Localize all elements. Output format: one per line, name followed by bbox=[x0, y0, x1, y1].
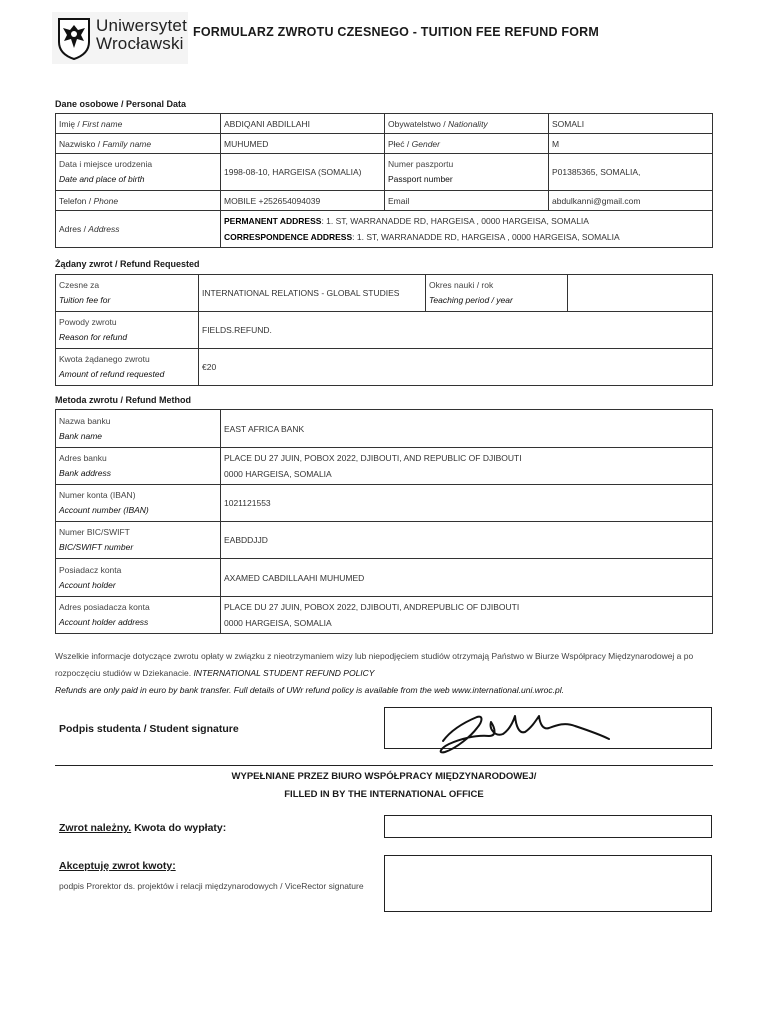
label-bank-name: Nazwa banku Bank name bbox=[56, 410, 221, 448]
label-account-holder: Posiadacz konta Account holder bbox=[56, 559, 221, 597]
bank-address-line2: 0000 HARGEISA, SOMALIA bbox=[224, 469, 332, 479]
refund-method-table bbox=[55, 409, 713, 634]
refund-policy-note bbox=[55, 648, 710, 699]
row-iban bbox=[56, 485, 713, 522]
first-name-field[interactable]: ABDIQANI ABDILLAHI bbox=[221, 114, 385, 134]
row-bic bbox=[56, 522, 713, 559]
eagle-crest-icon bbox=[56, 16, 92, 60]
label-reason: Powody zwrotu Reason for refund bbox=[56, 312, 199, 349]
university-logo bbox=[52, 12, 188, 64]
amount-field[interactable]: €20 bbox=[199, 349, 713, 386]
label-amount: Kwota żądanego zwrotu Amount of refund requested bbox=[56, 349, 199, 386]
family-name-field[interactable]: MUHUMED bbox=[221, 134, 385, 154]
row-amount bbox=[56, 349, 713, 386]
row-account-holder bbox=[56, 559, 713, 597]
policy-note-pl: Wszelkie informacje dotyczące zwrotu opłaty w związku z nieotrzymaniem wizy lub niepodjęciem studiów otrzymają Państwo w Biurze Współpracy Międzynarodowej a po rozpoczęciu studiów w Dziekanacie. bbox=[55, 651, 694, 678]
passport-field[interactable]: P01385365, SOMALIA, bbox=[549, 154, 713, 191]
policy-note-en: Refunds are only paid in euro by bank transfer. Full details of UWr refund policy is available from the web www.international.uni.wroc.pl. bbox=[55, 685, 564, 695]
handwritten-signature bbox=[385, 708, 711, 748]
holder-address-line2: 0000 HARGEISA, SOMALIA bbox=[224, 618, 332, 628]
label-bic: Numer BIC/SWIFT BIC/SWIFT number bbox=[56, 522, 221, 559]
correspondence-address: CORRESPONDENCE ADDRESS: 1. ST, WARRANADDE RD, HARGEISA , 0000 HARGEISA, SOMALIA bbox=[224, 232, 620, 242]
logo-line1: Uniwersytet bbox=[96, 16, 188, 35]
label-first-name: Imię / First name bbox=[56, 114, 221, 134]
label-phone: Telefon / Phone bbox=[56, 191, 221, 211]
row-reason bbox=[56, 312, 713, 349]
label-birth: Data i miejsce urodzenia Date and place of birth bbox=[56, 154, 221, 191]
tuition-fee-field[interactable]: INTERNATIONAL RELATIONS - GLOBAL STUDIES bbox=[199, 275, 426, 312]
row-phone bbox=[56, 191, 713, 211]
row-family-name bbox=[56, 134, 713, 154]
label-family-name: Nazwisko / Family name bbox=[56, 134, 221, 154]
bank-address-line1: PLACE DU 27 JUIN, POBOX 2022, DJIBOUTI, AND REPUBLIC OF DJIBOUTI bbox=[224, 453, 522, 463]
holder-address-field[interactable] bbox=[221, 597, 713, 634]
label-teaching-period: Okres nauki / rok Teaching period / year bbox=[426, 275, 568, 312]
row-address bbox=[56, 211, 713, 248]
account-holder-field[interactable]: AXAMED CABDILLAAHI MUHUMED bbox=[221, 559, 713, 597]
student-signature-label: Podpis studenta / Student signature bbox=[59, 723, 239, 735]
vice-rector-signature-caption: podpis Prorektor ds. projektów i relacji międzynarodowych / ViceRector signature bbox=[59, 881, 364, 891]
label-holder-address: Adres posiadacza konta Account holder address bbox=[56, 597, 221, 634]
office-heading-line2: FILLED IN BY THE INTERNATIONAL OFFICE bbox=[284, 789, 484, 800]
row-first-name bbox=[56, 114, 713, 134]
label-gender: Płeć / Gender bbox=[385, 134, 549, 154]
label-iban: Numer konta (IBAN) Account number (IBAN) bbox=[56, 485, 221, 522]
accept-refund-label: Akceptuję zwrot kwoty: bbox=[59, 860, 176, 872]
logo-wordmark bbox=[96, 17, 187, 53]
label-address: Adres / Address bbox=[56, 211, 221, 248]
refund-due-rest: Kwota do wypłaty: bbox=[131, 822, 227, 834]
vice-rector-signature-box[interactable] bbox=[384, 855, 712, 912]
birth-field[interactable]: 1998-08-10, HARGEISA (SOMALIA) bbox=[221, 154, 385, 191]
policy-title: INTERNATIONAL STUDENT REFUND POLICY bbox=[193, 668, 375, 678]
refund-table bbox=[55, 274, 713, 386]
method-section-title: Metoda zwrotu / Refund Method bbox=[55, 395, 191, 405]
gender-field[interactable]: M bbox=[549, 134, 713, 154]
amount-to-pay-box[interactable] bbox=[384, 815, 712, 838]
personal-data-table bbox=[55, 113, 713, 248]
teaching-period-field[interactable] bbox=[568, 275, 713, 312]
label-passport: Numer paszportu Passport number bbox=[385, 154, 549, 191]
section-divider bbox=[55, 765, 713, 766]
logo-line2: Wrocławski bbox=[96, 34, 184, 53]
label-bank-address: Adres banku Bank address bbox=[56, 448, 221, 485]
refund-due-label bbox=[59, 822, 226, 834]
refund-section-title: Żądany zwrot / Refund Requested bbox=[55, 259, 200, 269]
refund-due-underlined: Zwrot należny. bbox=[59, 822, 132, 834]
label-nationality: Obywatelstwo / Nationality bbox=[385, 114, 549, 134]
label-email: Email bbox=[385, 191, 549, 211]
nationality-field[interactable]: SOMALI bbox=[549, 114, 713, 134]
form-title: FORMULARZ ZWROTU CZESNEGO - TUITION FEE REFUND FORM bbox=[193, 25, 600, 39]
row-bank-name bbox=[56, 410, 713, 448]
personal-section-title: Dane osobowe / Personal Data bbox=[55, 99, 187, 109]
email-field[interactable]: abdulkanni@gmail.com bbox=[549, 191, 713, 211]
address-field[interactable] bbox=[221, 211, 713, 248]
student-signature-box[interactable] bbox=[384, 707, 712, 749]
row-bank-address bbox=[56, 448, 713, 485]
row-birth bbox=[56, 154, 713, 191]
permanent-address: PERMANENT ADDRESS: 1. ST, WARRANADDE RD, HARGEISA , 0000 HARGEISA, SOMALIA bbox=[224, 216, 589, 226]
reason-field[interactable]: FIELDS.REFUND. bbox=[199, 312, 713, 349]
row-tuition-fee bbox=[56, 275, 713, 312]
phone-field[interactable]: MOBILE +252654094039 bbox=[221, 191, 385, 211]
holder-address-line1: PLACE DU 27 JUIN, POBOX 2022, DJIBOUTI, ANDREPUBLIC OF DJIBOUTI bbox=[224, 602, 520, 612]
iban-field[interactable]: 1021121553 bbox=[221, 485, 713, 522]
bic-field[interactable]: EABDDJJD bbox=[221, 522, 713, 559]
bank-name-field[interactable]: EAST AFRICA BANK bbox=[221, 410, 713, 448]
bank-address-field[interactable] bbox=[221, 448, 713, 485]
row-holder-address bbox=[56, 597, 713, 634]
label-tuition-fee: Czesne za Tuition fee for bbox=[56, 275, 199, 312]
office-heading-line1: WYPEŁNIANE PRZEZ BIURO WSPÓŁPRACY MIĘDZYNARODOWEJ/ bbox=[231, 771, 537, 782]
